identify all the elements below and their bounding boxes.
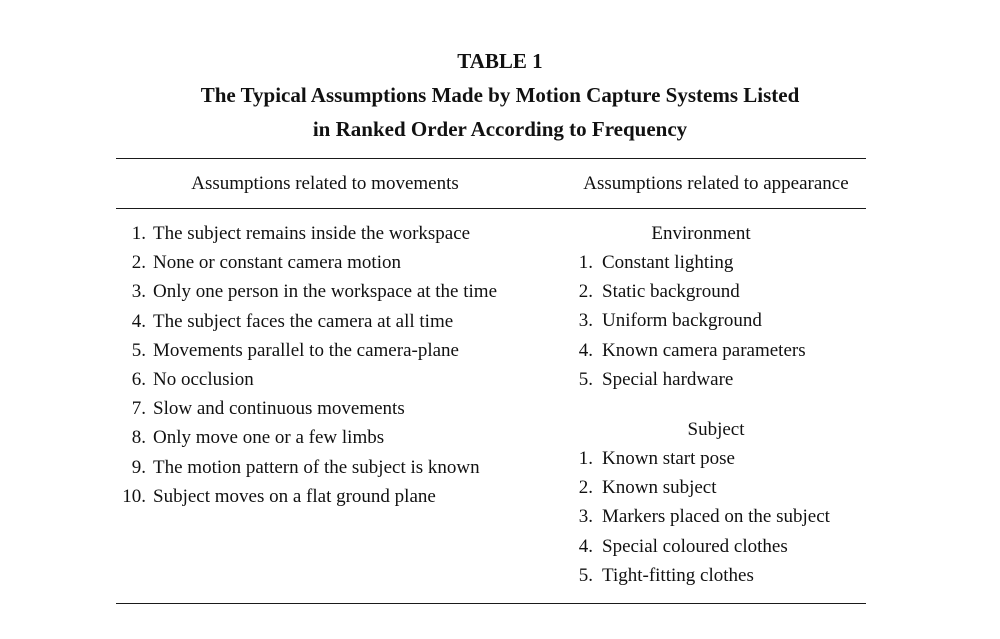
item-number: 2. [578, 477, 593, 499]
list-item [566, 444, 830, 473]
list-item [116, 365, 497, 394]
item-number: 3. [578, 506, 593, 528]
item-text: Known start pose [602, 448, 735, 469]
item-text: Markers placed on the subject [602, 506, 830, 528]
list-item [566, 365, 806, 394]
item-text: The subject remains inside the workspace [153, 223, 471, 244]
item-text: The motion pattern of the subject is known [153, 456, 480, 478]
list-item [116, 453, 497, 482]
item-number: 7. [131, 398, 146, 420]
table-title-line-1: The Typical Assumptions Made by Motion Capture Systems Listed [200, 83, 800, 107]
list-item [116, 394, 497, 423]
item-number: 4. [578, 535, 593, 557]
item-number: 1. [578, 448, 593, 469]
item-text: Only move one or a few limbs [153, 427, 385, 449]
item-text: Constant lighting [602, 252, 734, 273]
item-number: 4. [131, 310, 146, 332]
list-item [116, 248, 497, 277]
item-text: Static background [602, 281, 740, 303]
list-item [116, 219, 497, 248]
subject-list [566, 444, 830, 590]
environment-list [566, 248, 806, 394]
item-number: 9. [131, 456, 146, 478]
table-title-line-2: in Ranked Order According to Frequency [312, 117, 688, 141]
list-item [116, 336, 497, 365]
item-text: Known subject [602, 477, 717, 499]
item-text: Special coloured clothes [602, 535, 788, 557]
item-text: Known camera parameters [602, 339, 806, 361]
list-item [116, 423, 497, 452]
item-number: 2. [578, 281, 593, 303]
list-item [566, 502, 830, 531]
movements-list [116, 219, 497, 511]
column-header-movements: Assumptions related to movements [191, 173, 459, 194]
list-item [566, 473, 830, 502]
list-item [566, 336, 806, 365]
item-text: Tight-fitting clothes [602, 564, 754, 586]
item-text: Uniform background [602, 310, 762, 332]
item-text: Subject moves on a flat ground plane [153, 485, 436, 507]
item-number: 3. [578, 310, 593, 332]
item-text: The subject faces the camera at all time [153, 310, 454, 332]
column-header-appearance: Assumptions related to appearance [583, 173, 849, 194]
item-number: 8. [131, 427, 146, 449]
table-label: TABLE 1 [457, 49, 543, 73]
list-item [566, 248, 806, 277]
table-top-rule [116, 158, 866, 159]
item-text: Special hardware [602, 368, 734, 390]
list-item [566, 561, 830, 590]
item-text: Movements parallel to the camera-plane [153, 339, 459, 361]
item-text: Only one person in the workspace at the time [153, 281, 498, 303]
item-number: 6. [131, 368, 146, 390]
list-item [566, 277, 806, 306]
table-bottom-rule [116, 603, 866, 604]
list-item [566, 306, 806, 335]
header-divider-rule [116, 208, 866, 209]
list-item [116, 307, 497, 336]
item-number: 3. [131, 281, 146, 303]
list-item [566, 532, 830, 561]
item-number: 1. [578, 252, 593, 273]
list-item [116, 482, 497, 511]
item-text: None or constant camera motion [153, 252, 401, 274]
environment-heading: Environment [651, 223, 751, 244]
item-text: Slow and continuous movements [153, 398, 405, 420]
subject-heading: Subject [687, 419, 745, 440]
item-number: 5. [131, 339, 146, 361]
list-item [116, 277, 497, 306]
item-number: 4. [578, 339, 593, 361]
item-number: 2. [131, 252, 146, 274]
item-number: 5. [578, 564, 593, 586]
item-text: No occlusion [153, 368, 254, 390]
item-number: 1. [131, 223, 146, 244]
item-number: 10. [122, 485, 146, 507]
item-number: 5. [578, 368, 593, 390]
